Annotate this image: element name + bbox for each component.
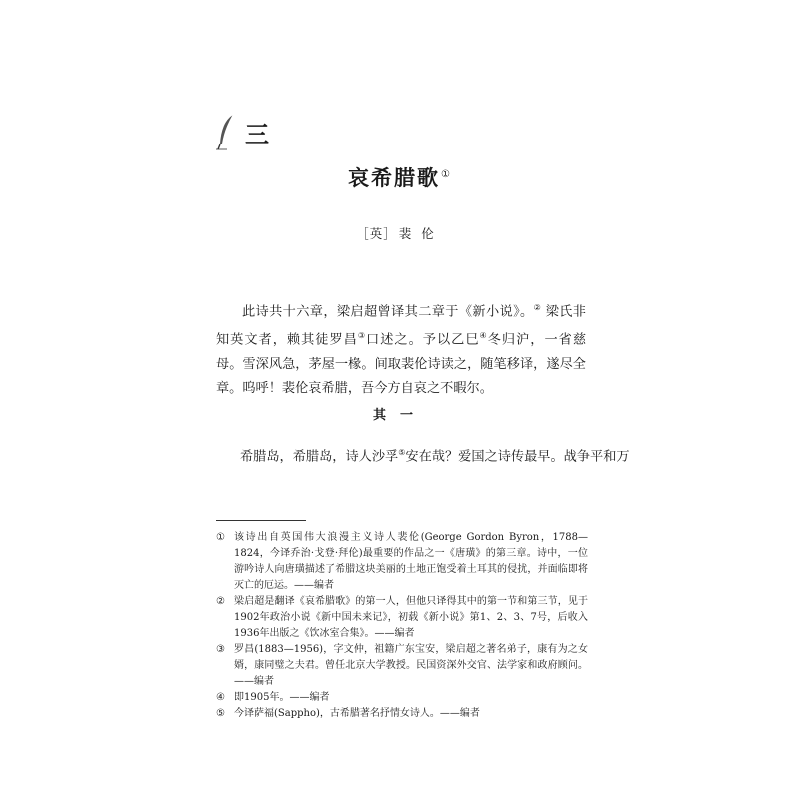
- intro-text: 口述之。予以乙巳: [366, 332, 480, 348]
- footnote: [216, 530, 588, 594]
- footnote-mark: ③: [216, 644, 225, 655]
- chapter-heading: [215, 112, 270, 152]
- intro-text: 此诗共十六章，梁启超曾译其二章于《新小说》。: [242, 304, 534, 320]
- footnotes: [216, 530, 588, 722]
- footnote-mark: ②: [216, 596, 225, 607]
- footnote-ref: ⑤: [398, 448, 406, 457]
- footnote: [216, 594, 588, 642]
- poem-title-text: 哀希腊歌: [348, 165, 441, 190]
- author-name: 裴伦: [398, 226, 444, 241]
- verse-line: 安在哉？爱国之诗传最早。战争平和万: [405, 449, 630, 465]
- footnote-text: 梁启超是翻译《哀希腊歌》的第一人，但他只译得其中的第一节和第三节，见于1902年政治小说《新中国未来记》，初载《新小说》第1、2、3、7号，后收入1936年出版之《饮冰室合集》。——编者: [234, 596, 588, 639]
- verse-line: 希腊岛，希腊岛，诗人沙孚: [240, 449, 399, 465]
- footnote-ref: ④: [479, 331, 488, 341]
- footnote: [216, 642, 588, 690]
- poem-author: [0, 224, 800, 242]
- footnote-ref: ①: [441, 169, 452, 180]
- intro-text: 冬归沪，一省慈母。雪深风急，茅屋一椽。间取裴伦诗读之，随笔移译，遂尽全章。呜呼！裴伦哀希腊，吾今方自哀之不暇尔。: [216, 332, 587, 396]
- verse-text: [216, 441, 630, 469]
- footnote: [216, 706, 588, 722]
- footnote-mark: ⑤: [216, 708, 225, 719]
- footnote-ref: ③: [357, 331, 367, 341]
- poem-title: [0, 162, 800, 192]
- footnote-divider: [216, 520, 306, 521]
- footnote-mark: ①: [216, 532, 225, 543]
- chapter-number: 三: [245, 120, 270, 149]
- intro-paragraph: [216, 296, 586, 401]
- footnote-text: 即1905年。——编者: [234, 692, 330, 703]
- footnote-mark: ④: [216, 692, 225, 703]
- intro-text: 梁氏非知英文者，赖其徒罗昌: [216, 304, 586, 348]
- footnote-ref: ②: [533, 303, 542, 312]
- section-heading: 其一: [372, 408, 427, 423]
- footnote: [216, 690, 588, 706]
- author-nationality: ［英］: [356, 226, 397, 241]
- footnote-text: 今译萨福(Sappho)，古希腊著名抒情女诗人。——编者: [234, 708, 480, 719]
- footnote-text: 罗昌(1883—1956)，字文仲，祖籍广东宝安，梁启超之著名弟子，康有为之女婿，康同璧之夫君。曾任北京大学教授。民国资深外交官、法学家和政府顾问。——编者: [234, 644, 588, 687]
- footnote-text: 该诗出自英国伟大浪漫主义诗人裴伦(George Gordon Byron，1788—1824，今译乔治·戈登·拜伦)最重要的作品之一《唐璜》的第三章。诗中，一位游吟诗人向唐璜描述了希腊这块美丽的土地正饱受着土耳其的侵扰，并面临即将灭亡的厄运。——编者: [234, 532, 588, 591]
- quill-pen-icon: [215, 114, 237, 150]
